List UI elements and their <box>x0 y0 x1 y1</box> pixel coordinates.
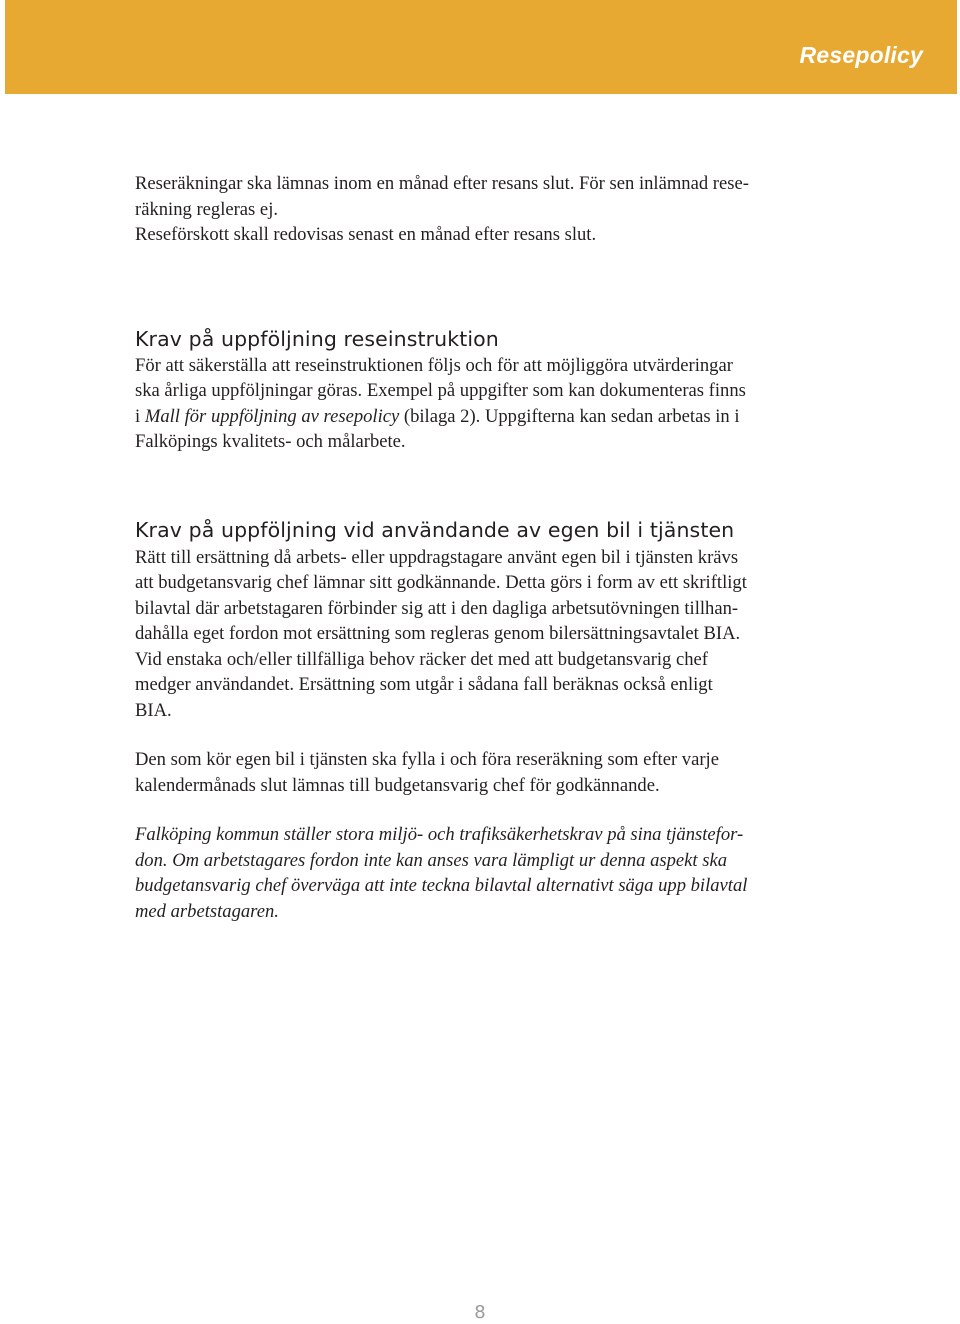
section-heading: Krav på uppföljning reseinstruktion <box>135 326 499 351</box>
text-line: att budgetansvarig chef lämnar sitt godkännande. Detta görs i form av ett skriftligt <box>135 572 747 593</box>
page-content <box>135 171 835 924</box>
section-body <box>135 545 835 724</box>
paragraph-car-expense-report <box>135 747 835 798</box>
text-line: medger användandet. Ersättning som utgår i sådana fall beräknas också enligt <box>135 674 713 695</box>
section-follow-up-own-car <box>135 517 835 724</box>
text-line: don. Om arbetstagares fordon inte kan anses vara lämpligt ur denna aspekt ska <box>135 849 728 871</box>
paragraph-environment-safety <box>135 822 835 924</box>
text-line: dahålla eget fordon mot ersättning som regleras genom bilersättningsavtalet BIA. <box>135 623 741 644</box>
text-line: Den som kör egen bil i tjänsten ska fylla i och föra reseräkning som efter varje <box>135 749 719 770</box>
page-number: 8 <box>474 1302 486 1323</box>
text-line: räkning regleras ej. <box>135 198 279 220</box>
paragraph-expense-reports <box>135 171 835 248</box>
text-line: Falköpings kvalitets- och målarbete. <box>135 431 406 452</box>
document-title: Resepolicy <box>799 42 923 68</box>
section-body <box>135 353 835 455</box>
template-reference: Mall för uppföljning av resepolicy <box>144 405 400 427</box>
text-line: kalendermånads slut lämnas till budgetansvarig chef för godkännande. <box>135 774 660 796</box>
text-line: Rätt till ersättning då arbets- eller uppdragstagare använt egen bil i tjänsten krävs <box>135 546 739 568</box>
text-line: Vid enstaka och/eller tillfälliga behov räcker det med att budgetansvarig chef <box>135 648 708 670</box>
text-fragment: i <box>135 405 145 427</box>
text-line: BIA. <box>135 699 172 721</box>
header-band <box>5 0 957 94</box>
text-line: bilavtal där arbetstagaren förbinder sig att i den dagliga arbetsutövningen tillhan- <box>135 597 739 619</box>
text-line: Reseförskott skall redovisas senast en månad efter resans slut. <box>135 224 597 245</box>
text-line: Falköping kommun ställer stora miljö- och trafiksäkerhetskrav på sina tjänstefor- <box>135 824 744 845</box>
text-line: För att säkerställa att reseinstruktionen följs och för att möjliggöra utvärderingar <box>135 354 733 376</box>
text-fragment: (bilaga 2). Uppgifterna kan sedan arbetas in i <box>399 405 740 427</box>
text-line: med arbetstagaren. <box>135 900 279 922</box>
section-heading: Krav på uppföljning vid användande av egen bil i tjänsten <box>135 517 735 542</box>
text-line: ska årliga uppföljningar göras. Exempel på uppgifter som kan dokumenteras finns <box>135 380 746 401</box>
text-line <box>135 404 835 430</box>
text-line: budgetansvarig chef överväga att inte teckna bilavtal alternativt säga upp bilavtal <box>135 875 748 896</box>
text-line: Reseräkningar ska lämnas inom en månad efter resans slut. För sen inlämnad rese- <box>135 173 749 194</box>
section-follow-up-travel-instruction <box>135 326 835 455</box>
